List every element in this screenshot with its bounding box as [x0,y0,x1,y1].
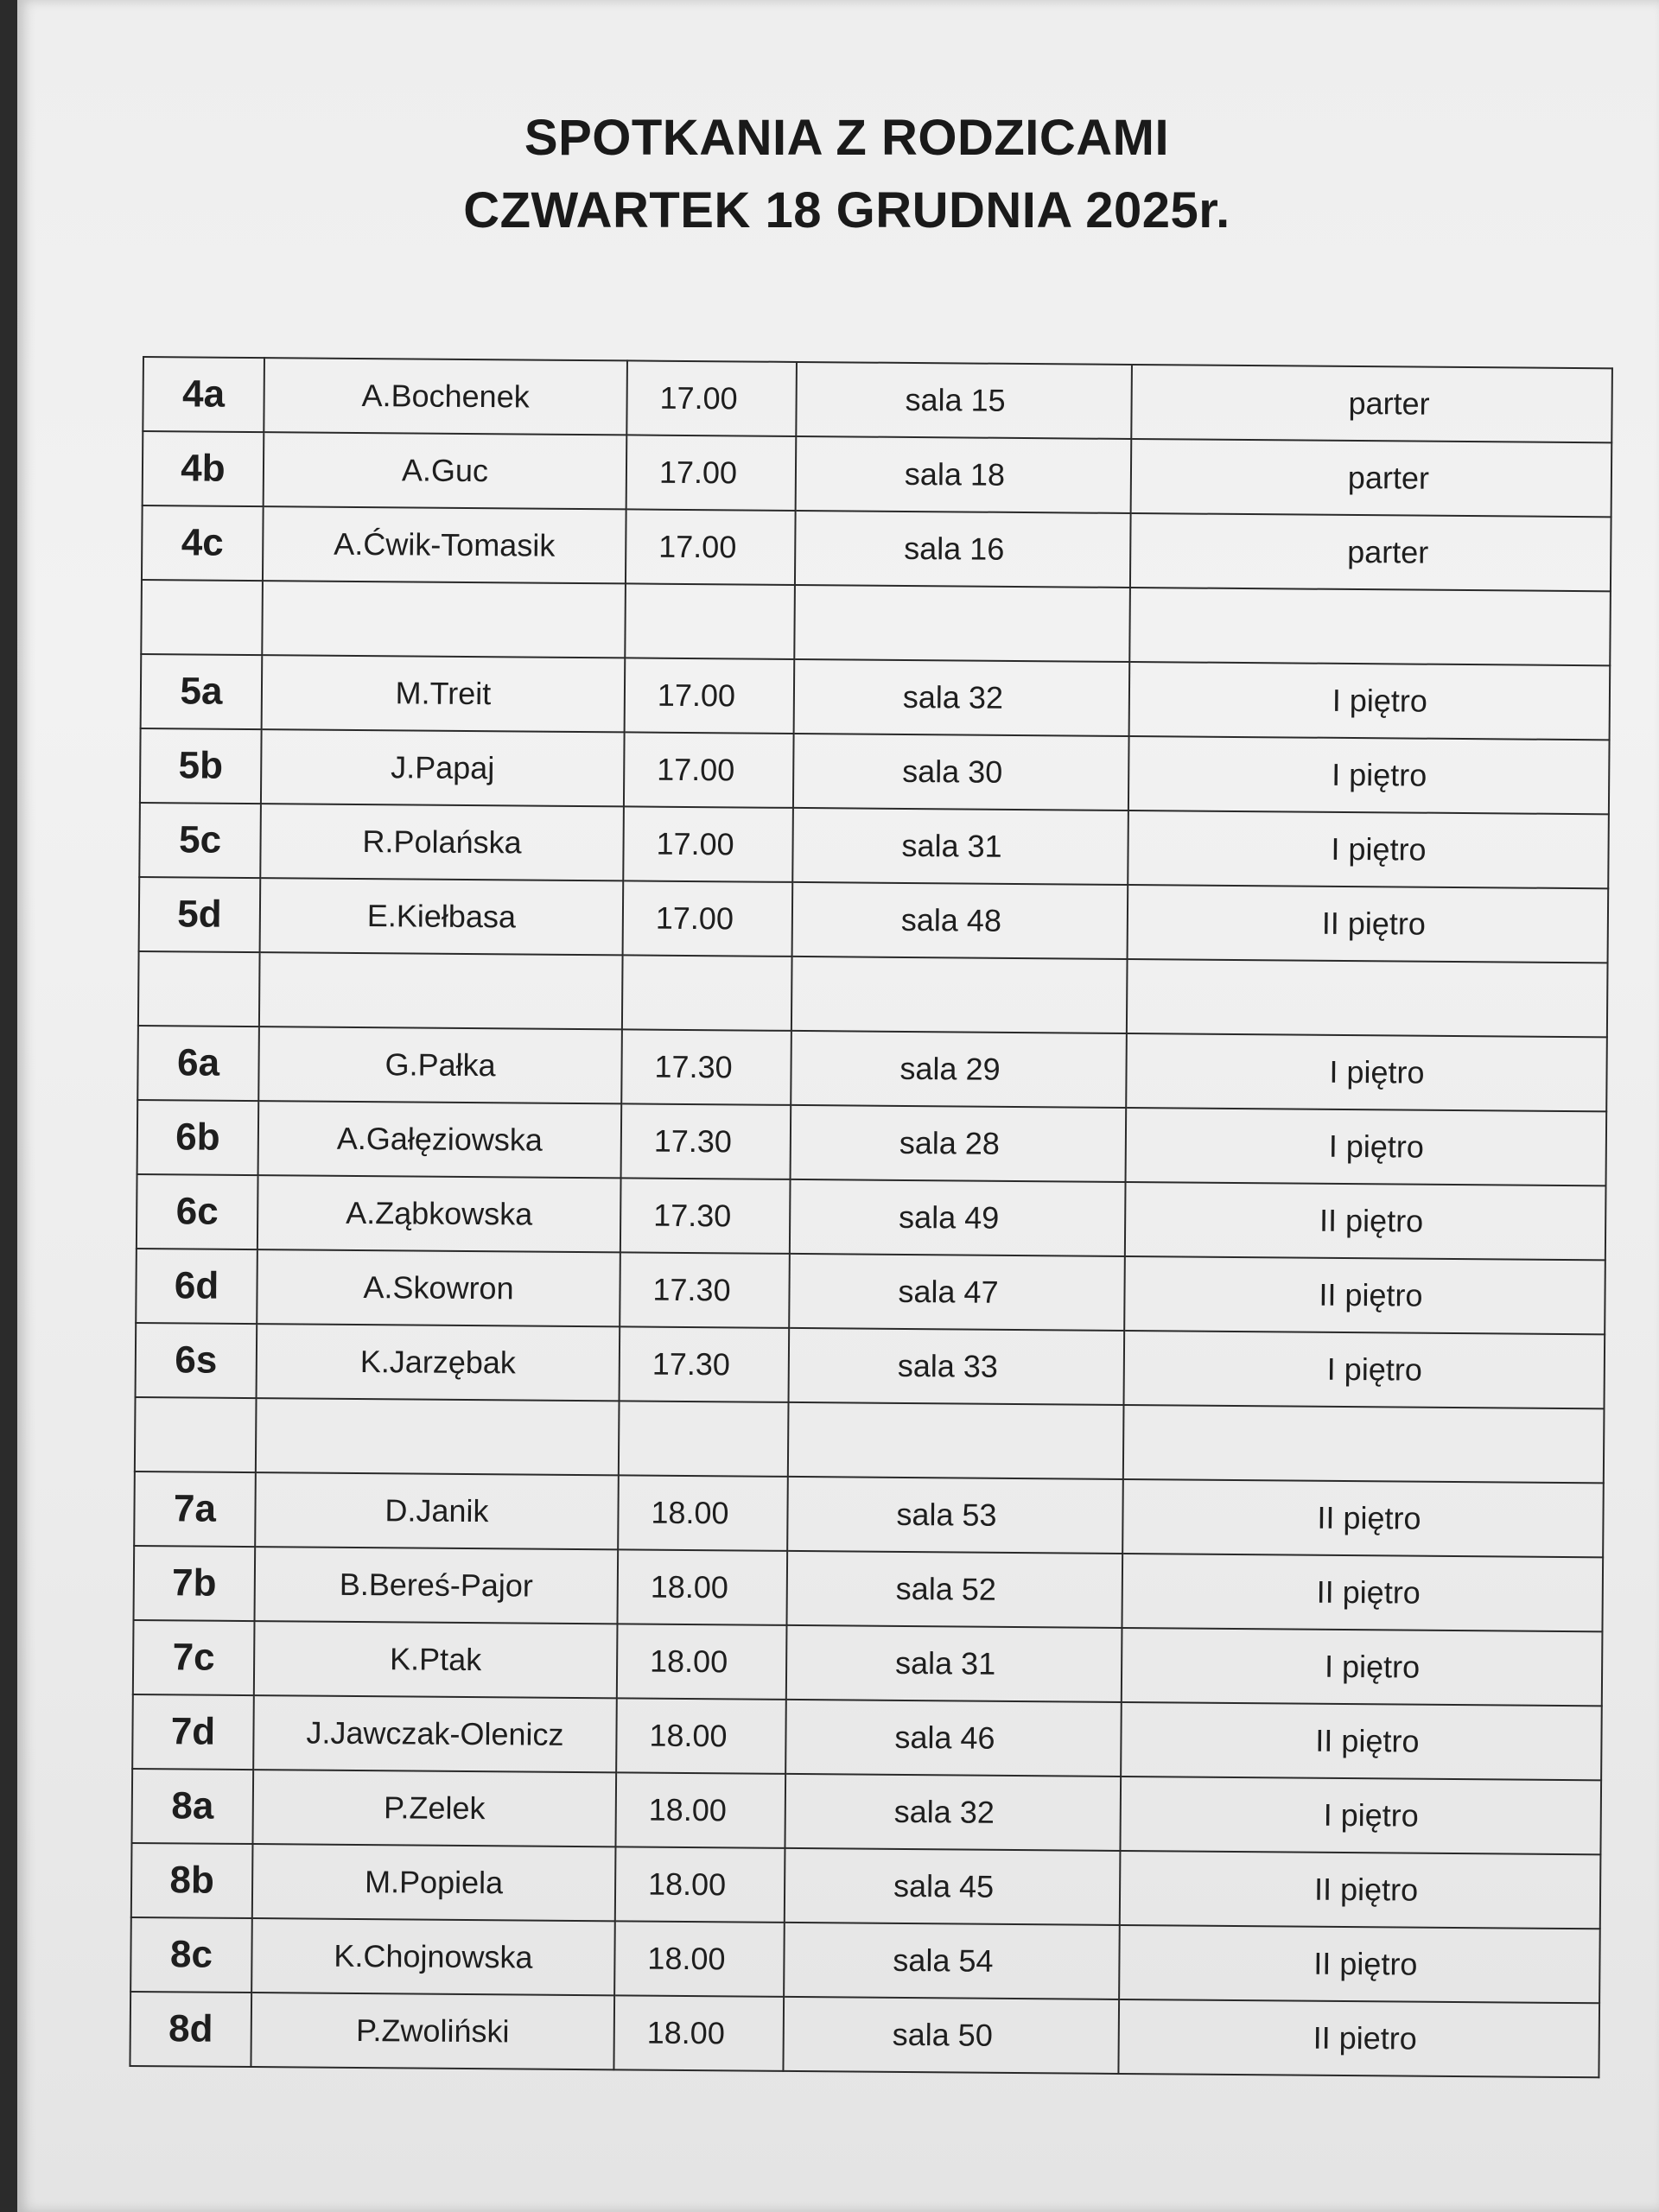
floor-cell: II piętro [1125,1182,1606,1260]
table-row [132,1694,1602,1780]
table-row [139,803,1609,888]
teacher-cell: K.Ptak [254,1621,618,1698]
class-cell: 7c [133,1620,255,1695]
time-cell: 17.00 [626,360,797,436]
time-cell: 18.00 [616,1698,786,1774]
floor-cell: II piętro [1121,1702,1602,1780]
class-cell: 6d [136,1249,257,1324]
schedule-table [129,356,1612,2078]
time-cell: 17.00 [624,732,794,808]
time-cell: 17.30 [620,1252,790,1328]
room-cell: sala 28 [791,1105,1127,1182]
time-cell: 17.00 [623,806,793,882]
teacher-cell: K.Jarzębak [257,1324,620,1401]
schedule-body [130,357,1611,2077]
separator-row [141,580,1611,665]
room-cell [794,585,1130,662]
table-row [143,357,1612,442]
class-cell: 7b [134,1546,256,1621]
time-cell: 17.30 [621,1029,791,1105]
teacher-cell [262,581,626,658]
table-row [142,505,1611,591]
time-cell [625,583,795,659]
room-cell: sala 52 [786,1551,1122,1628]
table-row [134,1546,1604,1631]
floor-cell: parter [1131,365,1612,442]
class-cell: 8b [131,1843,253,1918]
table-row [136,1249,1605,1334]
teacher-cell: D.Janik [255,1472,619,1549]
teacher-cell: R.Polańska [260,804,624,880]
floor-cell: I piętro [1122,1628,1603,1706]
time-cell: 18.00 [615,1847,785,1923]
room-cell: sala 47 [789,1254,1125,1331]
time-cell: 17.00 [626,509,796,585]
teacher-cell: A.Ząbkowska [257,1175,621,1252]
floor-cell: I piętro [1126,1108,1607,1185]
time-cell: 18.00 [617,1549,787,1625]
room-cell: sala 45 [785,1848,1121,1925]
floor-cell: I piętro [1124,1331,1605,1408]
floor-cell: II piętro [1120,1851,1601,1929]
table-row [136,1323,1605,1408]
class-cell: 5a [141,654,263,729]
floor-cell: parter [1131,439,1612,517]
teacher-cell: A.Ćwik-Tomasik [263,506,626,583]
teacher-cell: J.Jawczak-Olenicz [253,1695,617,1772]
table-row [131,1843,1601,1929]
table-row [130,1917,1600,2003]
floor-cell: parter [1130,513,1611,591]
time-cell [622,955,792,1031]
floor-cell: II pietro [1118,1999,1599,2077]
class-cell: 4c [142,505,264,581]
teacher-cell: J.Papaj [261,729,625,806]
room-cell: sala 16 [795,511,1131,588]
table-row [141,654,1611,740]
title-line-2: CZWARTEK 18 GRUDNIA 2025r. [463,182,1230,238]
class-cell: 6c [137,1174,258,1249]
table-row [137,1026,1607,1111]
table-row [137,1174,1606,1260]
room-cell [788,1402,1124,1479]
table-row [140,728,1610,814]
time-cell: 17.00 [623,880,793,957]
time-cell: 18.00 [617,1624,787,1700]
room-cell: sala 48 [792,882,1128,959]
teacher-cell: A.Gałęziowska [258,1101,622,1178]
table-row [133,1620,1603,1706]
floor-cell [1129,588,1611,665]
time-cell: 17.30 [620,1178,791,1254]
time-cell: 18.00 [615,1772,785,1848]
class-cell: 5c [139,803,261,878]
floor-cell: II piętro [1119,1925,1600,2003]
table-row [134,1471,1604,1557]
time-cell: 17.00 [626,435,797,511]
class-cell: 7a [134,1471,256,1547]
teacher-cell [256,1398,620,1475]
time-cell: 17.30 [620,1326,790,1402]
floor-cell: I piętro [1128,810,1609,888]
teacher-cell: P.Zwoliński [251,1993,614,2069]
class-cell: 5d [139,877,261,952]
floor-cell: I piętro [1128,736,1610,814]
class-cell [138,951,260,1027]
time-cell: 18.00 [613,1995,784,2071]
room-cell: sala 31 [786,1625,1122,1702]
room-cell: sala 46 [785,1700,1122,1777]
teacher-cell: K.Chojnowska [251,1918,615,1995]
room-cell [791,957,1128,1033]
floor-cell: II piętro [1122,1554,1603,1631]
class-cell: 5b [140,728,262,804]
class-cell: 8a [131,1769,253,1844]
class-cell: 4b [143,431,264,506]
floor-cell: I piętro [1120,1777,1601,1854]
table-row [139,877,1609,963]
floor-cell: II piętro [1128,885,1609,963]
table-row [137,1100,1607,1185]
teacher-cell: G.Pałka [258,1027,622,1103]
time-cell: 17.00 [625,658,795,734]
title-line-1: SPOTKANIA Z RODZICAMI [524,110,1170,166]
room-cell: sala 54 [784,1923,1120,1999]
floor-cell: II piętro [1124,1256,1605,1334]
room-cell: sala 53 [787,1477,1123,1554]
class-cell: 6s [136,1323,257,1398]
table-row [131,1769,1601,1854]
time-cell [619,1401,789,1477]
separator-row [135,1397,1605,1483]
teacher-cell: E.Kiełbasa [260,878,624,955]
teacher-cell: A.Skowron [257,1249,620,1326]
time-cell: 18.00 [614,1921,785,1997]
table-row [143,431,1612,517]
class-cell [141,580,263,655]
class-cell: 6a [137,1026,259,1101]
teacher-cell: M.Popiela [252,1844,616,1921]
room-cell: sala 49 [790,1179,1126,1256]
room-cell: sala 33 [789,1328,1125,1405]
class-cell [135,1397,257,1472]
table-row [130,1992,1599,2077]
teacher-cell: M.Treit [262,655,626,732]
class-cell: 4a [143,357,264,432]
teacher-cell: A.Guc [264,432,627,509]
room-cell: sala 15 [796,362,1132,439]
floor-cell: II piętro [1122,1479,1604,1557]
floor-cell: I piętro [1129,662,1611,740]
class-cell: 8c [130,1917,252,1993]
room-cell: sala 32 [794,659,1130,736]
time-cell: 18.00 [618,1475,788,1551]
class-cell: 6b [137,1100,259,1175]
room-cell: sala 30 [793,734,1129,810]
class-cell: 8d [130,1992,251,2067]
class-cell: 7d [132,1694,254,1770]
floor-cell [1123,1405,1605,1483]
floor-cell: I piętro [1126,1033,1607,1111]
teacher-cell: A.Bochenek [264,358,627,435]
teacher-cell: P.Zelek [252,1770,616,1847]
teacher-cell [259,952,623,1029]
teacher-cell: B.Bereś-Pajor [255,1547,619,1624]
room-cell: sala 32 [785,1774,1121,1851]
floor-cell [1127,959,1608,1037]
time-cell: 17.30 [621,1103,791,1179]
room-cell: sala 50 [783,1997,1119,2074]
room-cell: sala 31 [792,808,1128,885]
room-cell: sala 29 [791,1031,1127,1108]
page-title [0,102,1659,247]
separator-row [138,951,1608,1037]
room-cell: sala 18 [796,436,1132,513]
